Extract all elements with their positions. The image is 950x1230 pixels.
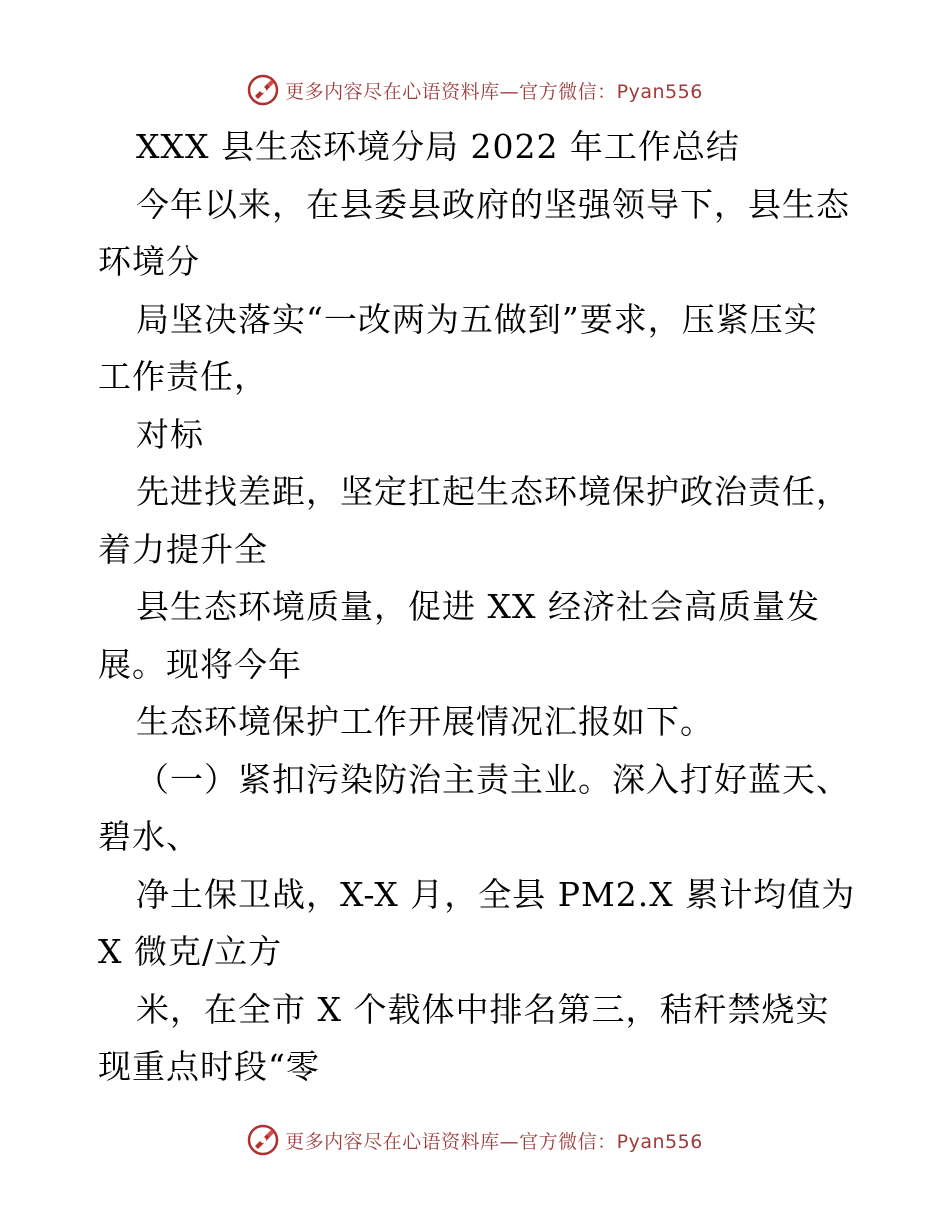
watermark-text: 更多内容尽在心语资料库—官方微信：Pyan556 — [285, 1130, 703, 1153]
paragraph-line: 米，在全市 X 个载体中排名第三，秸秆禁烧实 — [136, 989, 830, 1029]
pen-logo-icon — [247, 74, 279, 106]
paragraph-line: 展。现将今年 — [98, 644, 302, 684]
document-body — [98, 118, 858, 1096]
paragraph-line: 生态环境保护工作开展情况汇报如下。 — [136, 702, 714, 741]
pen-logo-icon — [247, 1124, 279, 1156]
section-heading-line: （一）紧扣污染防治主责主业。深入打好蓝天、 — [136, 759, 850, 799]
paragraph-line: 今年以来，在县委县政府的坚强领导下，县生态 — [136, 184, 850, 224]
paragraph-line: 现重点时段“零 — [98, 1047, 320, 1086]
paragraph-line: 县生态环境质量，促进 XX 经济社会高质量发 — [136, 587, 820, 626]
footer-watermark — [0, 1120, 950, 1160]
watermark-text: 更多内容尽在心语资料库—官方微信：Pyan556 — [285, 80, 703, 103]
header-watermark — [0, 70, 950, 110]
paragraph-line: 碧水、 — [98, 817, 200, 856]
paragraph-line: 工作责任， — [98, 357, 268, 396]
paragraph-line: X 微克/立方 — [98, 932, 283, 971]
document-title: XXX 县生态环境分局 2022 年工作总结 — [136, 127, 740, 166]
paragraph-line: 局坚决落实“一改两为五做到”要求，压紧压实 — [136, 299, 818, 339]
paragraph-line: 着力提升全 — [98, 529, 268, 569]
paragraph-line: 环境分 — [98, 242, 200, 281]
paragraph-line: 净土保卫战，X-X 月，全县 PM2.X 累计均值为 — [136, 874, 856, 914]
paragraph-line: 对标 — [136, 414, 204, 454]
paragraph-line: 先进找差距，坚定扛起生态环境保护政治责任， — [136, 472, 850, 511]
